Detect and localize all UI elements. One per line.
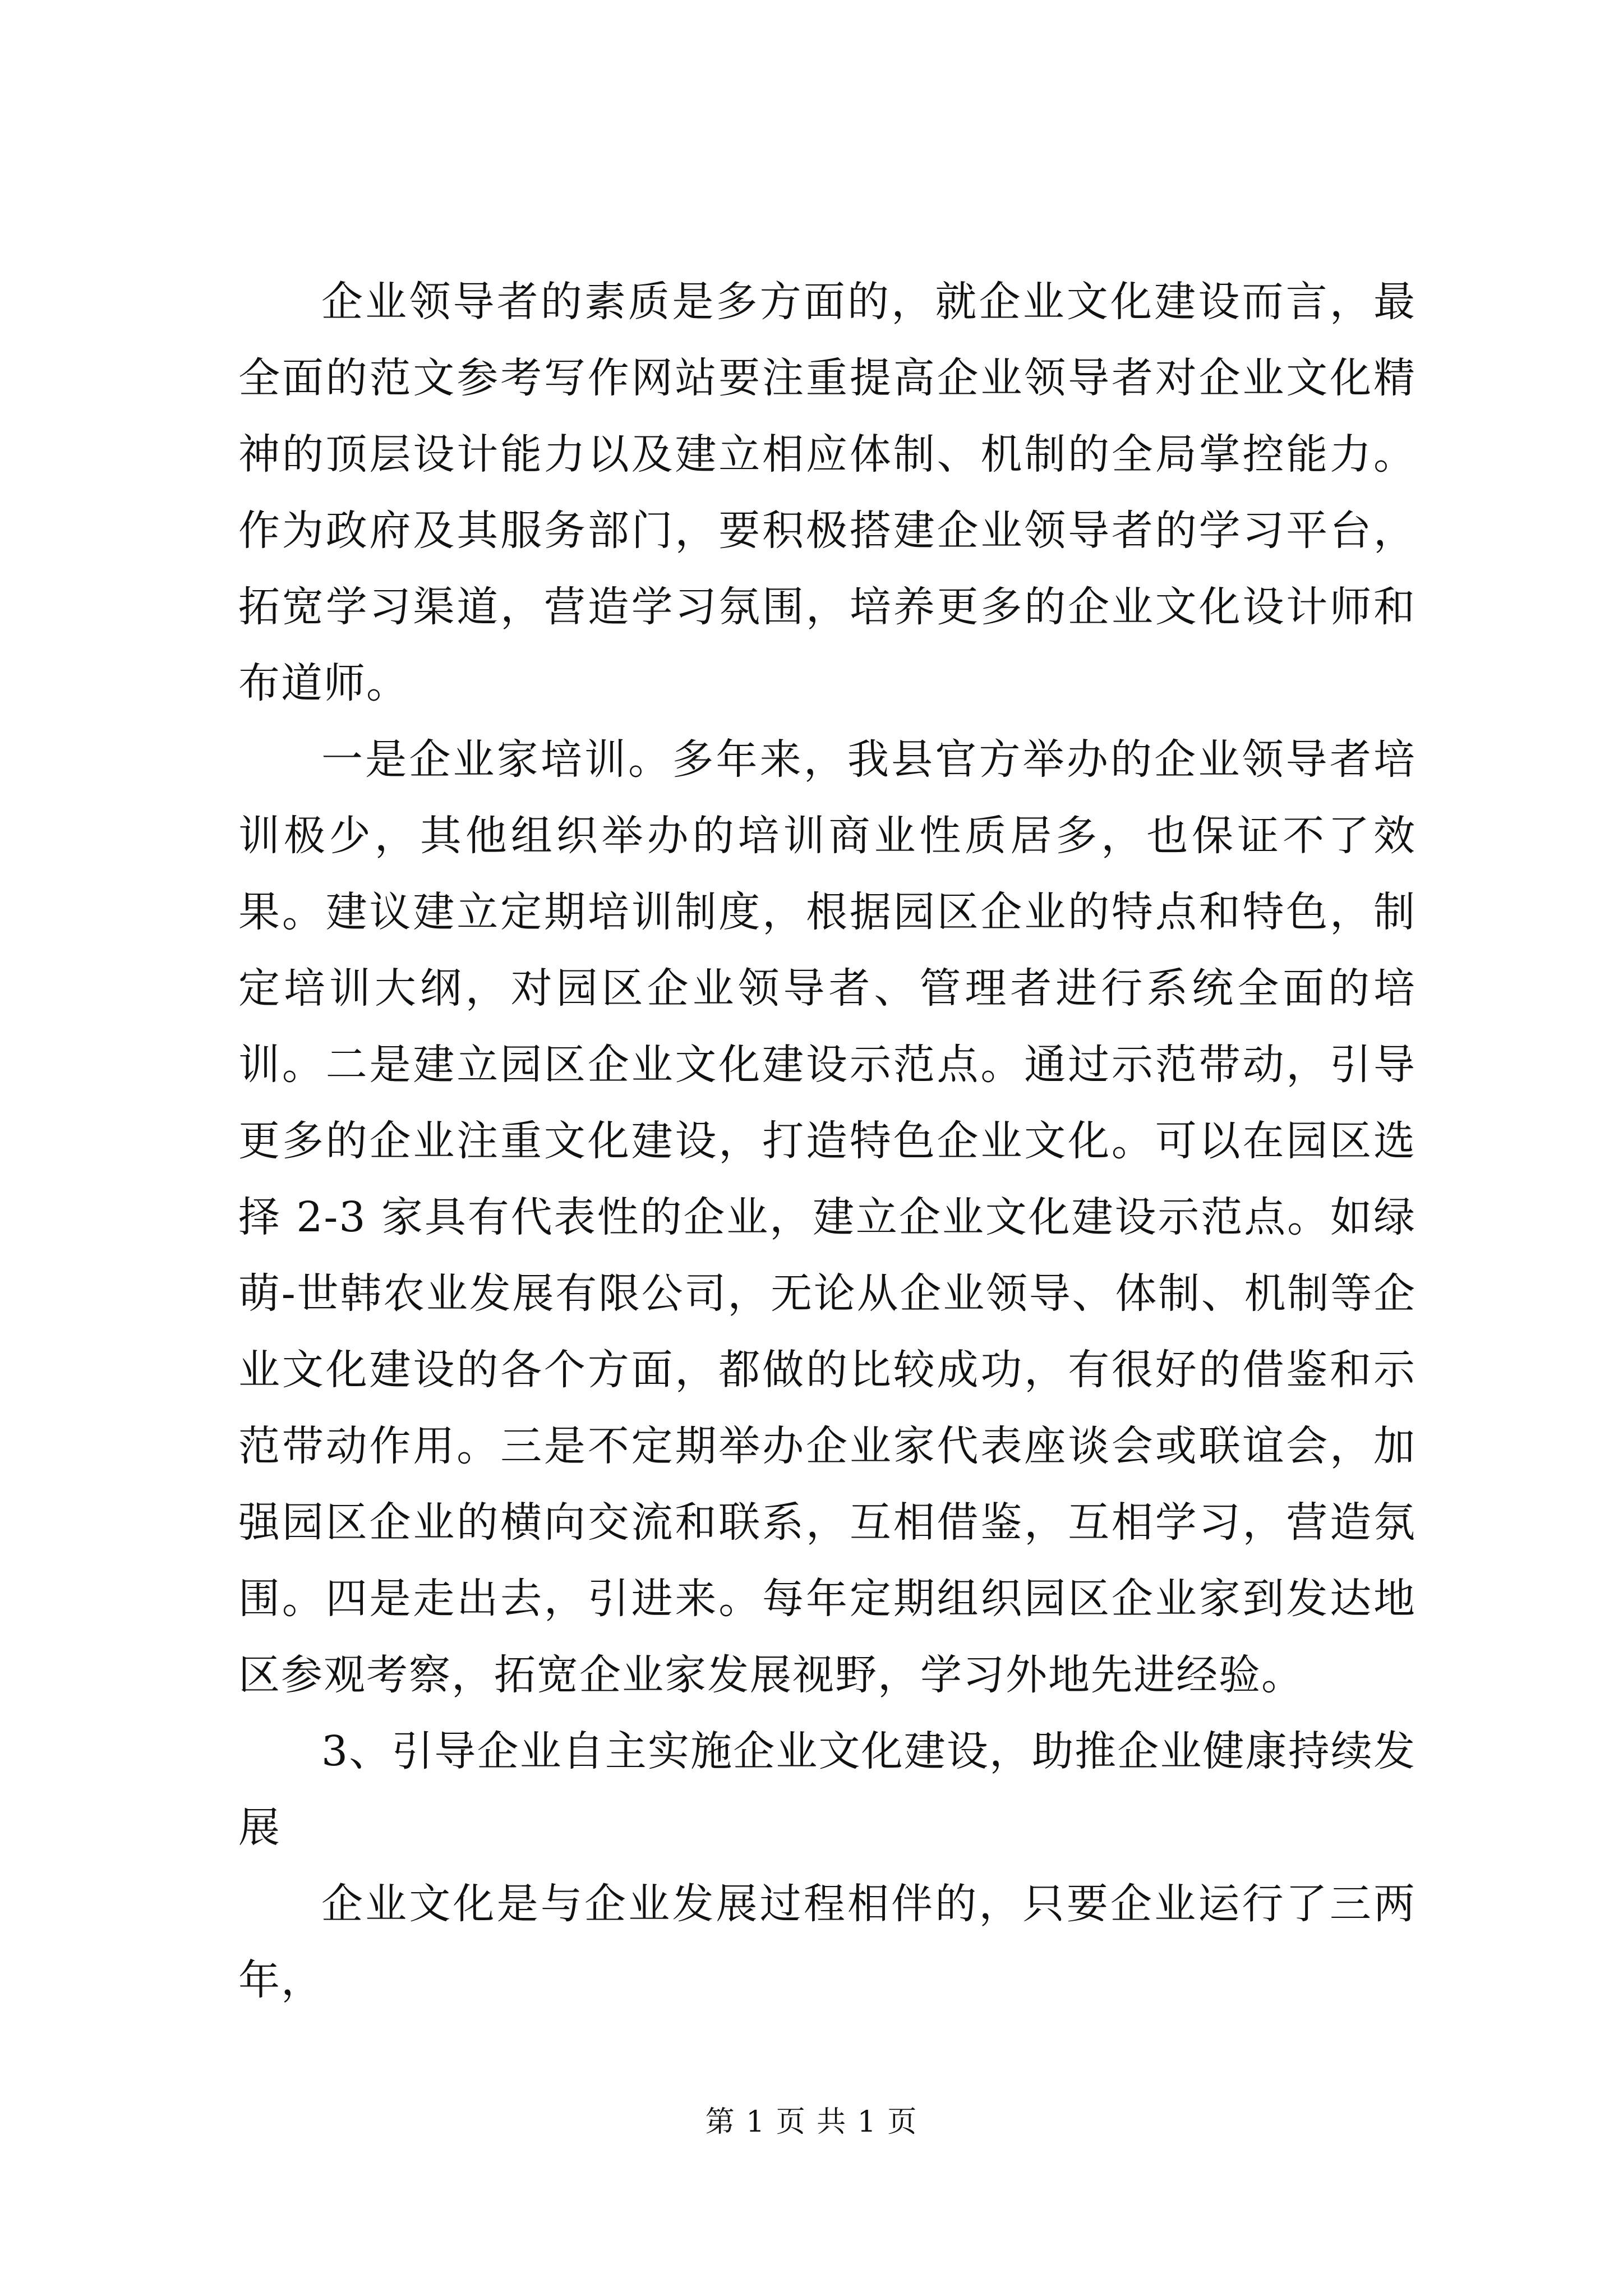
paragraph-enterprise-culture: 企业文化是与企业发展过程相伴的，只要企业运行了三两年，	[238, 1880, 1416, 2004]
page-number-footer: 第 1 页 共 1 页	[705, 2105, 918, 2139]
document-body	[238, 264, 1416, 2018]
paragraph-training-measures: 一是企业家培训。多年来，我县官方举办的企业领导者培训极少，其他组织举办的培训商业性质居多，也保证不了效果。建议建立定期培训制度，根据园区企业的特点和特色，制定培训大纲，对园区企业领导者、管理者进行系统全面的培训。二是建立园区企业文化建设示范点。通过示范带动，引导更多的企业注重文化建设，打造特色企业文化。可以在园区选择 2-3 家具有代表性的企业，建立企业文化建设示范点。如绿萌-世韩农业发展有限公司，无论从企业领导、体制、机制等企业文化建设的各个方面，都做的比较成功，有很好的借鉴和示范带动作用。三是不定期举办企业家代表座谈会或联谊会，加强园区企业的横向交流和联系，互相借鉴，互相学习，营造氛围。四是走出去，引进来。每年定期组织园区企业家到发达地区参观考察，拓宽企业家发展视野，学习外地先进经验。	[238, 735, 1416, 1699]
section-heading-3: 3、引导企业自主实施企业文化建设，助推企业健康持续发展	[238, 1727, 1416, 1852]
paragraph-leader-quality: 企业领导者的素质是多方面的，就企业文化建设而言，最全面的范文参考写作网站要注重提高企业领导者对企业文化精神的顶层设计能力以及建立相应体制、机制的全局掌控能力。作为政府及其服务部门，要积极搭建企业领导者的学习平台，拓宽学习渠道，营造学习氛围，培养更多的企业文化设计师和布道师。	[238, 278, 1416, 707]
